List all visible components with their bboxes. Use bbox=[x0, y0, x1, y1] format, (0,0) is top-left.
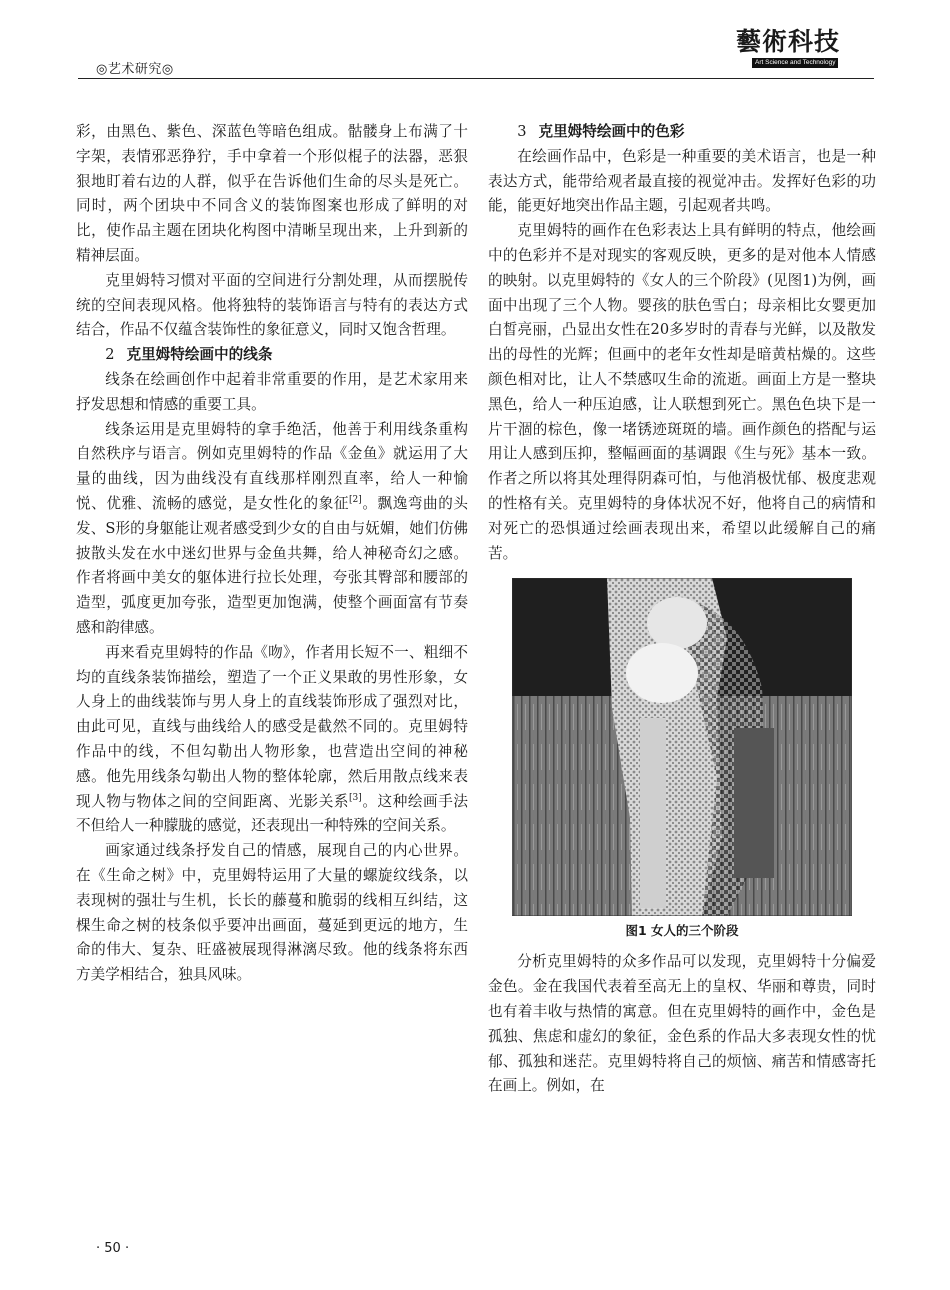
paragraph bbox=[76, 641, 468, 839]
text-run: 再来看克里姆特的作品《吻》，作者用长短不一、粗细不均的直线条装饰描绘，塑造了一个正义果敢的男性形象，女人身上的曲线装饰与男人身上的直线装饰形成了强烈对比，由此可见，直线与曲线给人的感受是截然不同的。克里姆特作品中的线，不但勾勒出人物形象，也营造出空间的神秘感。他先用线条勾勒出人物的整体轮廓，然后用散点线来表现人物与物体之间的空间距离、光影关系 bbox=[76, 643, 468, 810]
figure-caption: 图1 女人的三个阶段 bbox=[625, 923, 739, 939]
citation-ref: [2] bbox=[349, 494, 362, 505]
section-heading-2 bbox=[76, 343, 468, 368]
journal-section-label: ◎艺术研究◎ bbox=[96, 62, 174, 77]
left-column bbox=[76, 120, 468, 988]
paragraph: 克里姆特习惯对平面的空间进行分割处理，从而摆脱传统的空间表现风格。他将独特的装饰语言与特有的表达方式结合，作品不仅蕴含装饰性的象征意义，同时又饱含哲理。 bbox=[76, 271, 468, 339]
citation-ref: [3] bbox=[349, 792, 362, 803]
figure-1 bbox=[512, 578, 852, 940]
journal-logo bbox=[734, 22, 848, 70]
section-number: 3 bbox=[517, 123, 527, 140]
section-title: 克里姆特绘画中的线条 bbox=[126, 346, 273, 364]
page-number: · 50 · bbox=[96, 1241, 130, 1256]
paragraph bbox=[76, 418, 468, 641]
section-heading-3 bbox=[488, 120, 876, 145]
logo-script: 藝術科技 bbox=[736, 27, 841, 56]
painting-three-ages-of-woman bbox=[512, 578, 852, 916]
paragraph: 克里姆特的画作在色彩表达上具有鲜明的特点，他绘画中的色彩并不是对现实的客观反映，更多的是对他本人情感的映射。以克里姆特的《女人的三个阶段》(见图1)为例，画面中出现了三个人物。婴孩的肤色雪白；母亲相比女婴更加白皙亮丽，凸显出女性在20多岁时的青春与光鲜，以及散发出的母性的光辉；但画中的老年女性却是暗黄枯燥的。这些颜色相对比，让人不禁感叹生命的流逝。画面上方是一整块黑色，给人一种压迫感，让人联想到死亡。黑色色块下是一片干涸的棕色，像一堵锈迹斑斑的墙。画作颜色的搭配与运用让人感到压抑，整幅画面的基调跟《生与死》基本一致。作者之所以将其处理得阴森可怕，与他消极忧郁、极度悲观的性格有关。克里姆特的身体状况不好，他将自己的病情和对死亡的恐惧通过绘画表现出来，希望以此缓解自己的痛苦。 bbox=[488, 222, 876, 562]
paragraph: 在绘画作品中，色彩是一种重要的美术语言，也是一种表达方式，能带给观者最直接的视觉冲击。发挥好色彩的功能，能更好地突出作品主题，引起观者共鸣。 bbox=[488, 147, 876, 215]
text-run: 线条运用是克里姆特的拿手绝活，他善于利用线条重构自然秩序与语言。例如克里姆特的作品《金鱼》就运用了大量的曲线，因为曲线没有直线那样刚烈直率，给人一种愉悦、优雅、流畅的感觉，是女性化的象征 bbox=[76, 420, 468, 512]
section-number: 2 bbox=[105, 346, 115, 364]
header-rule bbox=[78, 78, 874, 79]
paragraph: 分析克里姆特的众多作品可以发现，克里姆特十分偏爱金色。金在我国代表着至高无上的皇权、华丽和尊贵，同时也有着丰收与热情的寓意。但在克里姆特的画作中，金色是孤独、焦虑和虚幻的象征，金色系的作品大多表现女性的忧郁、孤独和迷茫。克里姆特将自己的烦恼、痛苦和情感寄托在画上。例如，在 bbox=[488, 953, 876, 1095]
section-title: 克里姆特绘画中的色彩 bbox=[538, 123, 685, 140]
text-run: 。这种绘画手法不但给人一种朦胧的感觉，还表现出一种特殊的空间关系。 bbox=[76, 792, 468, 835]
paragraph: 画家通过线条抒发自己的情感，展现自己的内心世界。在《生命之树》中，克里姆特运用了大量的螺旋纹线条，以表现树的强壮与生机，长长的藤蔓和脆弱的线相互纠结，这棵生命之树的枝条似乎要冲出画面，蔓延到更远的地方，生命的伟大、复杂、旺盛被展现得淋漓尽致。他的线条将东西方美学相结合，独具风味。 bbox=[76, 842, 468, 984]
text-run: 。飘逸弯曲的头发、S形的身躯能让观者感受到少女的自由与妩媚，她们仿佛披散头发在水中迷幻世界与金鱼共舞，给人神秘奇幻之感。作者将画中美女的躯体进行拉长处理，夸张其臀部和腰部的造型，弧度更加夸张，造型更加饱满，使整个画面富有节奏感和韵律感。 bbox=[76, 494, 468, 636]
logo-subtitle: Art Science and Technology bbox=[752, 58, 838, 68]
paragraph: 线条在绘画创作中起着非常重要的作用，是艺术家用来抒发思想和情感的重要工具。 bbox=[76, 370, 468, 413]
right-column bbox=[488, 120, 876, 1099]
paragraph: 彩，由黑色、紫色、深蓝色等暗色组成。骷髅身上布满了十字架，表情邪恶狰狞，手中拿着一个形似棍子的法器，恶狠狠地盯着右边的人群，似乎在告诉他们生命的尽头是死亡。同时，两个团块中不同含义的装饰图案也形成了鲜明的对比，使作品主题在团块化构图中清晰呈现出来，上升到新的精神层面。 bbox=[76, 123, 468, 264]
